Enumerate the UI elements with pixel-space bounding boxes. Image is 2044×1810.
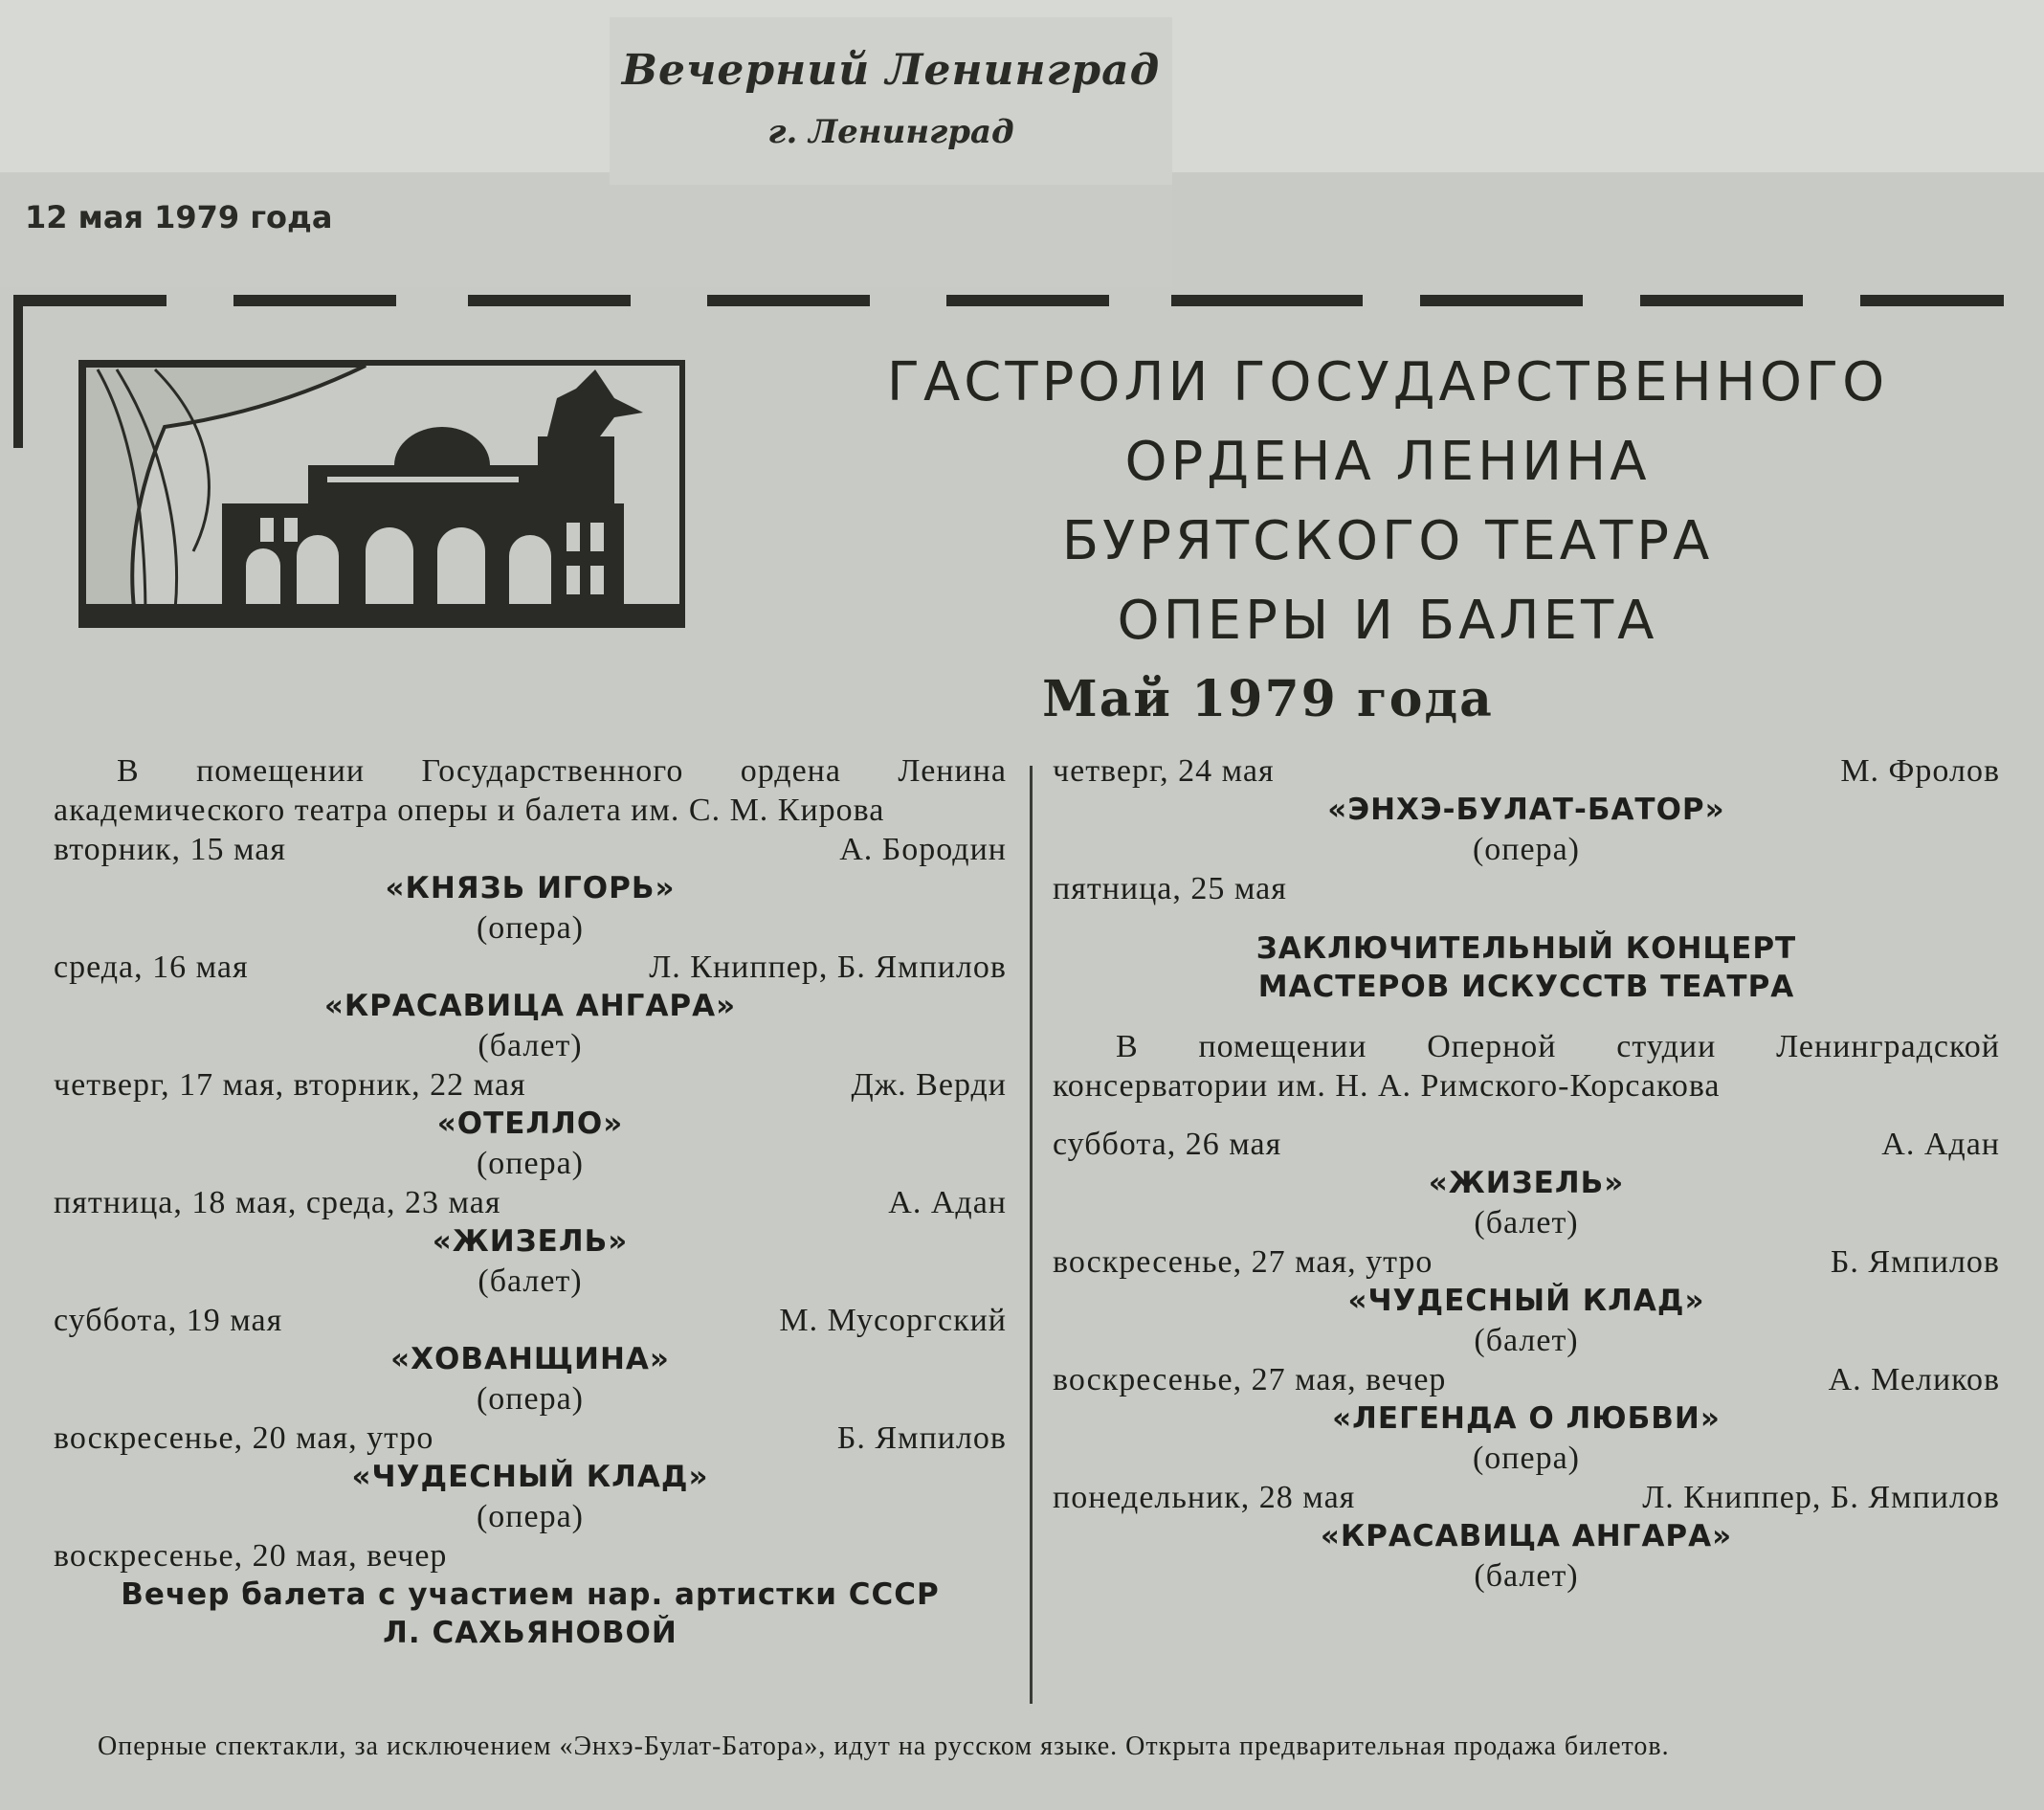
event-title: «ХОВАНЩИНА» — [390, 1342, 670, 1376]
event-date: пятница, 18 мая, среда, 23 мая — [54, 1185, 501, 1220]
event-date: четверг, 24 мая — [1053, 753, 1275, 789]
event-author: Л. Книппер, Б. Ямпилов — [649, 950, 1007, 985]
event-date: понедельник, 28 мая — [1053, 1480, 1356, 1515]
event-row — [54, 1419, 1007, 1458]
event-date: суббота, 19 мая — [54, 1303, 283, 1338]
event-genre: (опера) — [1472, 832, 1581, 867]
event-row — [1053, 1125, 2000, 1164]
event-genre: (балет) — [478, 1263, 583, 1299]
newspaper-name: Вечерний Ленинград — [621, 46, 1161, 95]
event-author: Дж. Верди — [851, 1067, 1007, 1103]
column-divider — [1030, 766, 1033, 1704]
event-row — [54, 1183, 1007, 1222]
event-genre: (балет) — [478, 1028, 583, 1063]
event-date: воскресенье, 27 мая, вечер — [1053, 1362, 1447, 1397]
event-author: М. Фролов — [1840, 753, 2000, 789]
event-title: «ЭНХЭ-БУЛАТ-БАТОР» — [1327, 793, 1725, 827]
event-date: вторник, 15 мая — [54, 832, 287, 867]
event-row — [1053, 869, 2000, 908]
event-row — [54, 948, 1007, 987]
footer-note: Оперные спектакли, за исключением «Энхэ-Булат-Батора», идут на русском языке. Открыта предварительная продажа билетов. — [98, 1732, 1670, 1761]
event-date: пятница, 25 мая — [1053, 871, 1287, 906]
event-row — [54, 1065, 1007, 1105]
event-title: «КНЯЗЬ ИГОРЬ» — [385, 871, 676, 905]
event-title: «ЛЕГЕНДА О ЛЮБВИ» — [1332, 1401, 1721, 1436]
event-author: А. Адан — [888, 1185, 1007, 1220]
newspaper-city: г. Ленинград — [767, 113, 1014, 151]
venue-intro: В помещении Оперной студии Ленинградской консерватории им. Н. А. Римского-Корсакова — [1053, 1029, 2000, 1104]
event-title: «ЖИЗЕЛЬ» — [432, 1224, 629, 1259]
frame-corner — [13, 295, 23, 448]
event-row — [1053, 1478, 2000, 1517]
event-title: «КРАСАВИЦА АНГАРА» — [323, 989, 737, 1023]
event-title: «ЖИЗЕЛЬ» — [1428, 1166, 1625, 1200]
month-title: Май 1979 года — [1042, 670, 1494, 728]
event-date: воскресенье, 27 мая, утро — [1053, 1244, 1433, 1280]
event-genre: (балет) — [1474, 1558, 1579, 1594]
concert-line: ЗАКЛЮЧИТЕЛЬНЫЙ КОНЦЕРТ — [1255, 931, 1797, 966]
event-genre: (балет) — [1474, 1323, 1579, 1358]
event-genre: (опера) — [476, 1499, 585, 1534]
theatre-emblem — [78, 360, 685, 628]
event-genre: (опера) — [476, 910, 585, 946]
event-row — [54, 1536, 1007, 1575]
event-title: «КРАСАВИЦА АНГАРА» — [1320, 1519, 1733, 1553]
masthead-clipping — [610, 17, 1172, 185]
event-date: суббота, 26 мая — [1053, 1127, 1282, 1162]
ballet-evening-artist: Л. САХЬЯНОВОЙ — [383, 1616, 678, 1650]
event-author: А. Бородин — [839, 832, 1007, 867]
event-row — [54, 1301, 1007, 1340]
headline-line: ОРДЕНА ЛЕНИНА — [1124, 431, 1651, 493]
event-row — [54, 830, 1007, 869]
event-author: Б. Ямпилов — [836, 1420, 1007, 1456]
headline-line: БУРЯТСКОГО ТЕАТРА — [1061, 510, 1714, 572]
event-date: среда, 16 мая — [54, 950, 249, 985]
event-title: «ОТЕЛЛО» — [436, 1106, 624, 1141]
event-author: Б. Ямпилов — [1830, 1244, 2000, 1280]
event-genre: (балет) — [1474, 1205, 1579, 1240]
event-title: «ЧУДЕСНЫЙ КЛАД» — [1347, 1284, 1705, 1318]
event-genre: (опера) — [1472, 1441, 1581, 1476]
event-author: А. Меликов — [1828, 1362, 2000, 1397]
right-column — [1053, 751, 2000, 1596]
event-author: М. Мусоргский — [779, 1303, 1007, 1338]
event-genre: (опера) — [476, 1381, 585, 1417]
event-title: «ЧУДЕСНЫЙ КЛАД» — [351, 1460, 709, 1494]
left-column — [54, 751, 1007, 1652]
event-date: четверг, 17 мая, вторник, 22 мая — [54, 1067, 526, 1103]
event-row — [1053, 751, 2000, 791]
headline — [766, 343, 2010, 660]
event-row — [1053, 1242, 2000, 1282]
event-genre: (опера) — [476, 1146, 585, 1181]
concert-line: МАСТЕРОВ ИСКУССТВ ТЕАТРА — [1257, 970, 1795, 1004]
event-row — [1053, 1360, 2000, 1399]
headline-line: ГАСТРОЛИ ГОСУДАРСТВЕННОГО — [886, 351, 1889, 413]
event-date: воскресенье, 20 мая, вечер — [54, 1538, 448, 1574]
event-date: воскресенье, 20 мая, утро — [54, 1420, 434, 1456]
event-author: Л. Книппер, Б. Ямпилов — [1642, 1480, 2000, 1515]
dashed-rule — [13, 295, 2004, 308]
event-author: А. Адан — [1881, 1127, 2000, 1162]
headline-line: ОПЕРЫ И БАЛЕТА — [1117, 590, 1658, 652]
ballet-evening-line: Вечер балета с участием нар. артистки СССР — [121, 1577, 940, 1612]
venue-intro: В помещении Государственного ордена Ленина академического театра оперы и балета им. С. М. Кирова — [54, 753, 1007, 828]
issue-date: 12 мая 1979 года — [25, 199, 333, 235]
